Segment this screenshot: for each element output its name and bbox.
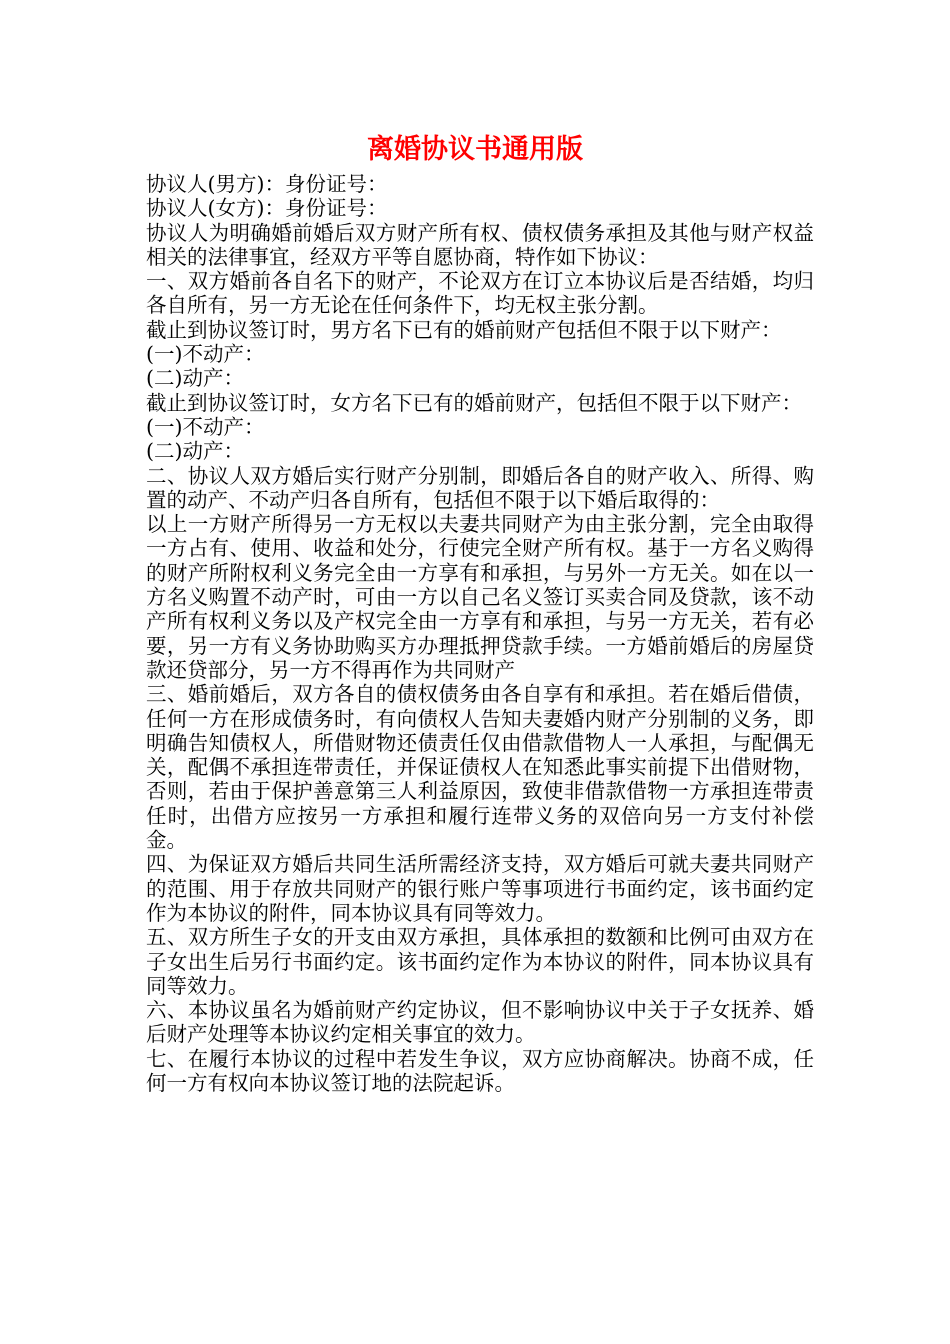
male-movables-item: (二)动产： xyxy=(146,366,244,391)
female-real-estate-item: (一)不动产： xyxy=(146,414,265,439)
document-body xyxy=(146,172,814,1095)
preamble-paragraph: 协议人为明确婚前婚后双方财产所有权、债权债务承担及其他与财产权益相关的法律事宜，经双方平等自愿协商，特作如下协议： xyxy=(146,220,814,269)
clause-2-paragraph: 二、协议人双方婚后实行财产分别制，即婚后各自的财产收入、所得、购置的动产、不动产归各自所有，包括但不限于以下婚后取得的： xyxy=(146,463,814,512)
female-premarital-assets-paragraph: 截止到协议签订时，女方名下已有的婚前财产，包括但不限于以下财产： xyxy=(146,390,802,415)
party-male-line: 协议人(男方)：身份证号： xyxy=(146,172,388,196)
clause-5-paragraph: 五、双方所生子女的开支由双方承担，具体承担的数额和比例可由双方在子女出生后另行书面约定。该书面约定作为本协议的附件，同本协议具有同等效力。 xyxy=(146,925,814,998)
clause-2-detail-paragraph: 以上一方财产所得另一方无权以夫妻共同财产为由主张分割，完全由取得一方占有、使用、收益和处分，行使完全财产所有权。基于一方名义购得的财产所附权利义务完全由一方享有和承担，与另外一方无关。如在以一方名义购置不动产时，可由一方以自己名义签订买卖合同及贷款，该不动产所有权利义务以及产权完全由一方享有和承担，与另一方无关，若有必要，另一方有义务协助购买方办理抵押贷款手续。一方婚前婚后的房屋贷款还贷部分，另一方不得再作为共同财产 xyxy=(146,512,814,682)
clause-6-paragraph: 六、本协议虽名为婚前财产约定协议，但不影响协议中关于子女抚养、婚后财产处理等本协议约定相关事宜的效力。 xyxy=(146,998,814,1047)
male-premarital-assets-paragraph: 截止到协议签订时，男方名下已有的婚前财产包括但不限于以下财产： xyxy=(146,317,782,342)
clause-7-paragraph: 七、在履行本协议的过程中若发生争议，双方应协商解决。协商不成，任何一方有权向本协议签订地的法院起诉。 xyxy=(146,1046,814,1095)
clause-1-paragraph: 一、双方婚前各自名下的财产，不论双方在订立本协议后是否结婚，均归各自所有，另一方无论在任何条件下，均无权主张分割。 xyxy=(146,269,814,318)
clause-4-paragraph: 四、为保证双方婚后共同生活所需经济支持，双方婚后可就夫妻共同财产的范围、用于存放共同财产的银行账户等事项进行书面约定，该书面约定作为本协议的附件，同本协议具有同等效力。 xyxy=(146,852,814,925)
document-title: 离婚协议书通用版 xyxy=(367,134,583,165)
party-female-line: 协议人(女方)：身份证号： xyxy=(146,196,388,221)
male-real-estate-item: (一)不动产： xyxy=(146,342,265,367)
clause-3-paragraph: 三、婚前婚后，双方各自的债权债务由各自享有和承担。若在婚后借债，任何一方在形成债务时，有向债权人告知夫妻婚内财产分别制的义务，即明确告知债权人，所借财物还债责任仅由借款借物人一人承担，与配偶无关，配偶不承担连带责任，并保证债权人在知悉此事实前提下出借财物，否则，若由于保护善意第三人利益原因，致使非借款借物一方承担连带责任时，出借方应按另一方承担和履行连带义务的双倍向另一方支付补偿金。 xyxy=(146,682,814,853)
female-movables-item: (二)动产： xyxy=(146,439,244,464)
